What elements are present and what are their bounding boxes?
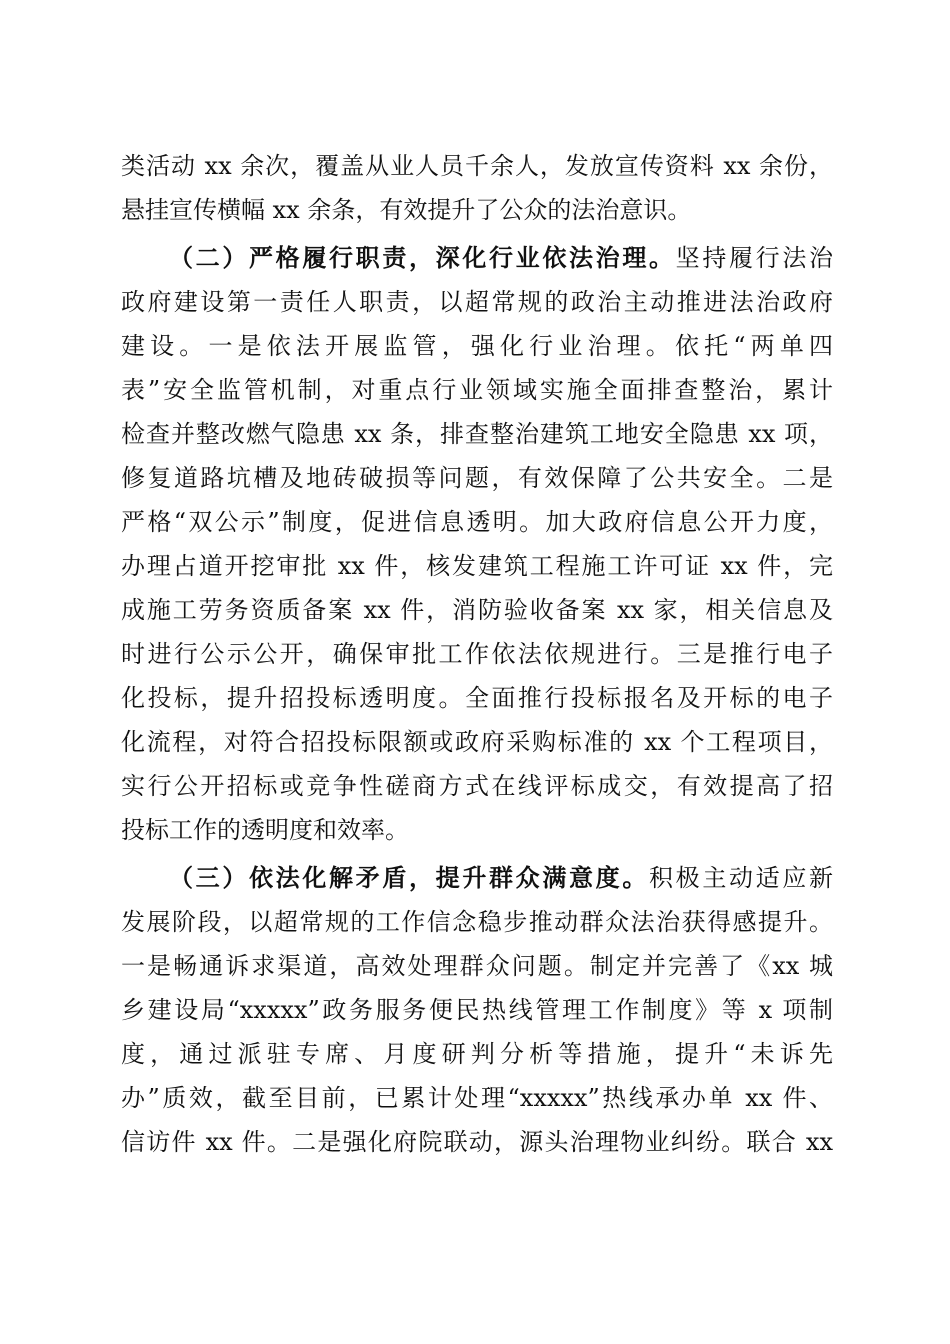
p1-line-4: 表”安全监管机制，对重点行业领域实施全面排查整治，累计 xyxy=(121,376,833,404)
p1-line-2: 政府建设第一责任人职责，以超常规的政治主动推进法治政府 xyxy=(121,288,833,316)
p2-line-1 xyxy=(169,858,833,898)
p1-line-14: 投标工作的透明度和效率。 xyxy=(121,816,409,844)
p1-line-8: 办理占道开挖审批 xx 件，核发建筑工程施工许可证 xx 件，完 xyxy=(121,552,833,580)
p1-line-5: 检查并整改燃气隐患 xx 条，排查整治建筑工地安全隐患 xx 项， xyxy=(121,420,833,448)
p2-line-5: 度，通过派驻专席、月度研判分析等措施，提升“未诉先 xyxy=(121,1040,833,1068)
p1-line-13: 实行公开招标或竞争性磋商方式在线评标成交，有效提高了招 xyxy=(121,772,833,800)
p2-heading: （三）依法化解矛盾，提升群众满意度。 xyxy=(169,863,649,892)
p0-line-2: 悬挂宣传横幅 xx 余条，有效提升了公众的法治意识。 xyxy=(121,196,692,224)
p1-line-7: 严格“双公示”制度，促进信息透明。加大政府信息公开力度， xyxy=(121,508,833,536)
p1-line-12: 化流程，对符合招投标限额或政府采购标准的 xx 个工程项目， xyxy=(121,728,833,756)
p1-line-1 xyxy=(169,238,833,278)
p2-line-4: 乡建设局“xxxxx”政务服务便民热线管理工作制度》等 x 项制 xyxy=(121,996,833,1024)
p1-line-3: 建设。一是依法开展监管，强化行业治理。依托“两单四 xyxy=(121,332,833,360)
p1-line-11: 化投标，提升招投标透明度。全面推行投标报名及开标的电子 xyxy=(121,684,833,712)
p1-line-6: 修复道路坑槽及地砖破损等问题，有效保障了公共安全。二是 xyxy=(121,464,833,492)
p1-line-1-text: 坚持履行法治 xyxy=(675,244,833,272)
p2-line-6: 办”质效，截至目前，已累计处理“xxxxx”热线承办单 xx 件、 xyxy=(121,1084,833,1112)
p2-line-2: 发展阶段，以超常规的工作信念稳步推动群众法治获得感提升。 xyxy=(121,908,833,936)
p2-line-7: 信访件 xx 件。二是强化府院联动，源头治理物业纠纷。联合 xx xyxy=(121,1128,833,1156)
p2-line-3: 一是畅通诉求渠道，高效处理群众问题。制定并完善了《xx 城 xyxy=(121,952,833,980)
p0-line-1: 类活动 xx 余次，覆盖从业人员千余人，发放宣传资料 xx 余份， xyxy=(121,152,833,180)
p1-line-9: 成施工劳务资质备案 xx 件，消防验收备案 xx 家，相关信息及 xyxy=(121,596,833,624)
p1-line-10: 时进行公示公开，确保审批工作依法依规进行。三是推行电子 xyxy=(121,640,833,668)
p2-line-1-text: 积极主动适应新 xyxy=(649,864,833,892)
p1-heading: （二）严格履行职责，深化行业依法治理。 xyxy=(169,243,676,272)
